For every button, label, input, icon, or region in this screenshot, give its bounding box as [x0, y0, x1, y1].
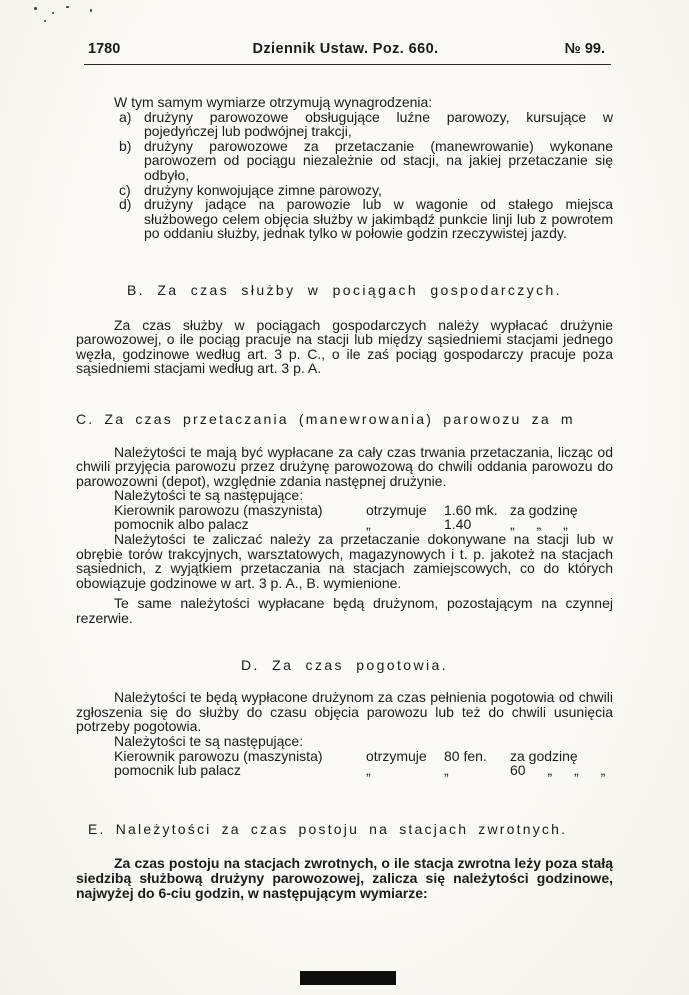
rate-amount: 1.40: [444, 516, 472, 533]
rate-role: Kierownik parowozu (maszynista): [114, 747, 323, 764]
list-text: drużyny konwojujące zimne parowozy,: [144, 181, 382, 198]
rate-ditto-marks: 60 „ „ „: [510, 762, 606, 779]
rate-amount: 1.60 mk.: [444, 501, 498, 518]
rate-ditto: „: [366, 762, 371, 779]
header-rule: [84, 64, 611, 65]
page-number: 1780: [88, 41, 121, 57]
section-d-heading: D. Za czas pogotowia.: [241, 656, 448, 673]
section-c-paragraph-3: Te same należytości wypłacane będą drużynom, pozostającym na czynnej rezerwie.: [76, 595, 613, 627]
rate-role: Kierownik parowozu (maszynista): [114, 501, 323, 518]
list-item-a: [76, 110, 613, 139]
list-label: b): [119, 137, 132, 154]
rate-unit: za godzinę: [510, 747, 578, 764]
rate-ditto: „: [366, 516, 371, 533]
ink-blot: [300, 971, 396, 985]
section-b-heading: B. Za czas służby w pociągach gospodarczych.: [127, 281, 562, 298]
section-d-paragraph: Należytości te będą wypłacone drużynom za czas pełnienia pogotowia od chwili zgłoszenia się do służby do czasu objęcia parowozu lub też do chwili usunięcia potrzeby pogotowia.: [76, 689, 613, 735]
rate-row: [76, 517, 613, 532]
rate-verb: otrzymuje: [366, 747, 427, 764]
section-e-paragraph: Za czas postoju na stacjach zwrotnych, o ile stacja zwrotna leży poza stałą siedzibą służbową drużyny parowozowej, zalicza się należytości godzinowe, najwyżej do 6-ciu godzin, w następującym wymiarze:: [76, 855, 613, 901]
section-b-paragraph: Za czas służby w pociągach gospodarczych należy wypłacać drużynie parowozowej, o ile pociąg pracuje na stacji lub między sąsiedniemi stacjami jednego węzła, godzinowe według art. 3 p. C., o ile zaś pociąg gospodarczy pracuje poza sąsiedniemi stacjami według art. 3 p. A.: [76, 316, 613, 377]
section-c-heading: C. Za czas przetaczania (manewrowania) parowozu za m: [76, 410, 575, 427]
journal-title: Dziennik Ustaw. Poz. 660.: [252, 41, 439, 57]
rate-row: [76, 749, 613, 764]
section-c-rates-intro: Należytości te są następujące:: [114, 487, 304, 504]
rate-role: pomocnik lub palacz: [114, 762, 241, 779]
rate-ditto-marks: „ „ „: [510, 516, 568, 533]
rate-verb: otrzymuje: [366, 501, 427, 518]
section-c-paragraph-1: Należytości te mają być wypłacane za cały czas trwania przetaczania, licząc od chwili przyjęcia parowozu przez drużynę parowozową do chwili oddania parowozu do parowozowni (depot), względnie zdania następnej drużynie.: [76, 443, 613, 489]
list-text: drużyny parowozowe za przetaczanie (manewrowanie) wykonane parowozem od pociągu niezależnie od stacji, na jakiej przetaczanie się odbyło,: [144, 137, 613, 183]
rate-row: [76, 503, 613, 518]
rate-row: [76, 763, 613, 778]
rate-unit: za godzinę: [510, 501, 578, 518]
rate-amount: 80 fen.: [444, 747, 487, 764]
section-e-heading: E. Należytości za czas postoju na stacjach zwrotnych.: [88, 820, 568, 837]
list-text: drużyny jadące na parowozie lub w wagonie od stałego miejsca służbowego celem objęcia służby w jakimbądź punkcie linji lub z powrotem po oddaniu służby, jednak tylko w połowie godzin rzeczywistej jazdy.: [144, 196, 613, 242]
list-label: a): [119, 108, 132, 125]
section-d-rates-intro: Należytości te są następujące:: [114, 733, 304, 749]
list-item-c: [76, 183, 613, 198]
page-body: [76, 95, 613, 900]
list-item-d: [76, 197, 613, 241]
list-label: c): [119, 181, 131, 198]
rate-ditto: „: [444, 762, 449, 779]
list-label: d): [119, 196, 132, 213]
section-c-paragraph-2: Należytości te zaliczać należy za przetaczanie dokonywane na stacji lub w obrębie torów trakcyjnych, warsztatowych, magazynowych i t. p. jakoteż na stacjach sąsiednich, z wyjątkiem przetaczania na stacjach zamiejscowych, co do których obowiązuje godzinowe w art. 3 p. A., B. wymienione.: [76, 531, 613, 591]
intro-paragraph: W tym samym wymiarze otrzymują wynagrodzenia:: [114, 94, 433, 110]
list-item-b: [76, 139, 613, 183]
rate-role: pomocnik albo palacz: [114, 516, 249, 533]
page-header: [86, 0, 605, 60]
list-text: drużyny parowozowe obsługujące luźne parowozy, kursujące w pojedyńczej lub podwójnej trakcji,: [144, 108, 613, 140]
issue-number: № 99.: [564, 41, 605, 57]
